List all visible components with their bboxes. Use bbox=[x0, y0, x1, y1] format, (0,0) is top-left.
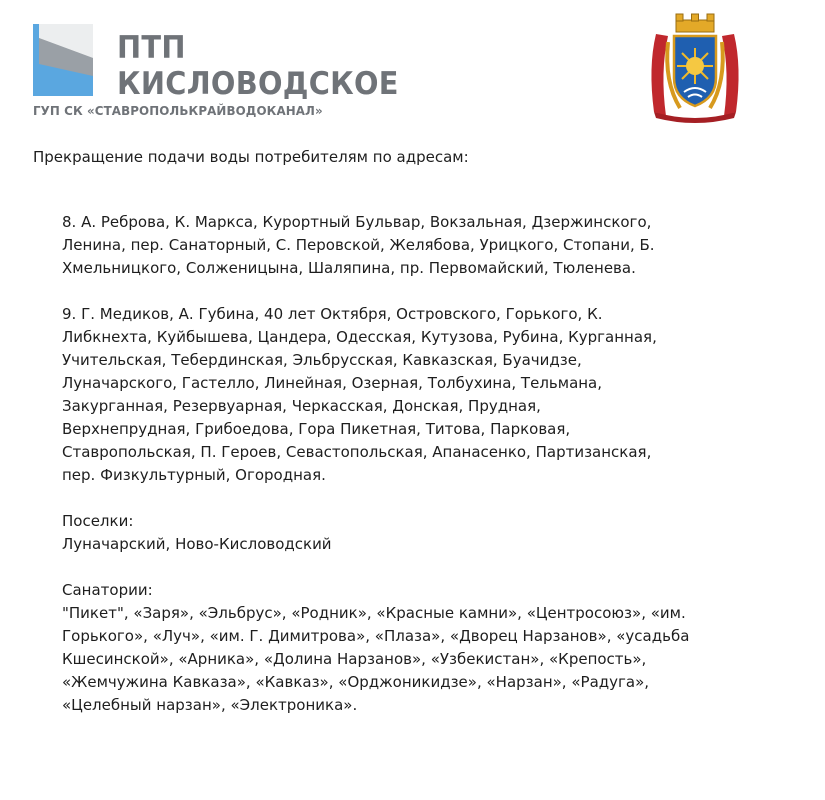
text-line: Луначарского, Гастелло, Линейная, Озерная, Толбухина, Тельмана, bbox=[62, 374, 603, 392]
sanatoriums-block bbox=[62, 579, 762, 717]
text-line: Закурганная, Резервуарная, Черкасская, Донская, Прудная, bbox=[62, 397, 541, 415]
settlements-block bbox=[62, 510, 762, 556]
text-line: Верхнепрудная, Грибоедова, Гора Пикетная, Титова, Парковая, bbox=[62, 420, 571, 438]
text-line: Ленина, пер. Санаторный, С. Перовской, Желябова, Урицкого, Стопани, Б. bbox=[62, 236, 655, 254]
text-line: Луначарский, Ново-Кисловодский bbox=[62, 535, 332, 553]
text-line: Кшесинской», «Арника», «Долина Нарзанов», «Узбекистан», «Крепость», bbox=[62, 650, 647, 668]
page-heading: Прекращение подачи воды потребителям по адресам: bbox=[33, 148, 469, 166]
kislovodsk-coat-of-arms-icon bbox=[646, 12, 744, 124]
logo-title-line1: ПТП bbox=[117, 30, 186, 66]
text-line: Учительская, Тебердинская, Эльбрусская, Кавказская, Буачидзе, bbox=[62, 351, 582, 369]
text-line: Горького», «Луч», «им. Г. Димитрова», «Плаза», «Дворец Нарзанов», «усадьба bbox=[62, 627, 690, 645]
text-line: «Целебный нарзан», «Электроника». bbox=[62, 696, 358, 714]
text-line: пер. Физкультурный, Огородная. bbox=[62, 466, 326, 484]
water-utility-logo-icon bbox=[33, 24, 93, 96]
logo-title-line2: КИСЛОВОДСКОЕ bbox=[117, 66, 399, 102]
ptp-kislovodskoe-logo bbox=[33, 24, 399, 124]
text-line: "Пикет", «Заря», «Эльбрус», «Родник», «Красные камни», «Центросоюз», «им. bbox=[62, 604, 686, 622]
settlements-label: Поселки: bbox=[62, 512, 134, 530]
text-line: Ставропольская, П. Героев, Севастопольская, Апанасенко, Партизанская, bbox=[62, 443, 652, 461]
address-list bbox=[62, 211, 762, 740]
text-line: «Жемчужина Кавказа», «Кавказ», «Орджоникидзе», «Нарзан», «Радуга», bbox=[62, 673, 650, 691]
logo-subtitle: ГУП СК «СТАВРОПОЛЬКРАЙВОДОКАНАЛ» bbox=[33, 103, 323, 118]
text-line: 9. Г. Медиков, А. Губина, 40 лет Октября, Островского, Горького, К. bbox=[62, 305, 603, 323]
district-8-block bbox=[62, 211, 762, 280]
sanatoriums-label: Санатории: bbox=[62, 581, 153, 599]
text-line: Хмельницкого, Солженицына, Шаляпина, пр. Первомайский, Тюленева. bbox=[62, 259, 636, 277]
text-line: Либкнехта, Куйбышева, Цандера, Одесская, Кутузова, Рубина, Курганная, bbox=[62, 328, 657, 346]
text-line: 8. А. Реброва, К. Маркса, Курортный Бульвар, Вокзальная, Дзержинского, bbox=[62, 213, 652, 231]
district-9-block bbox=[62, 303, 762, 487]
logo-title bbox=[117, 30, 399, 102]
